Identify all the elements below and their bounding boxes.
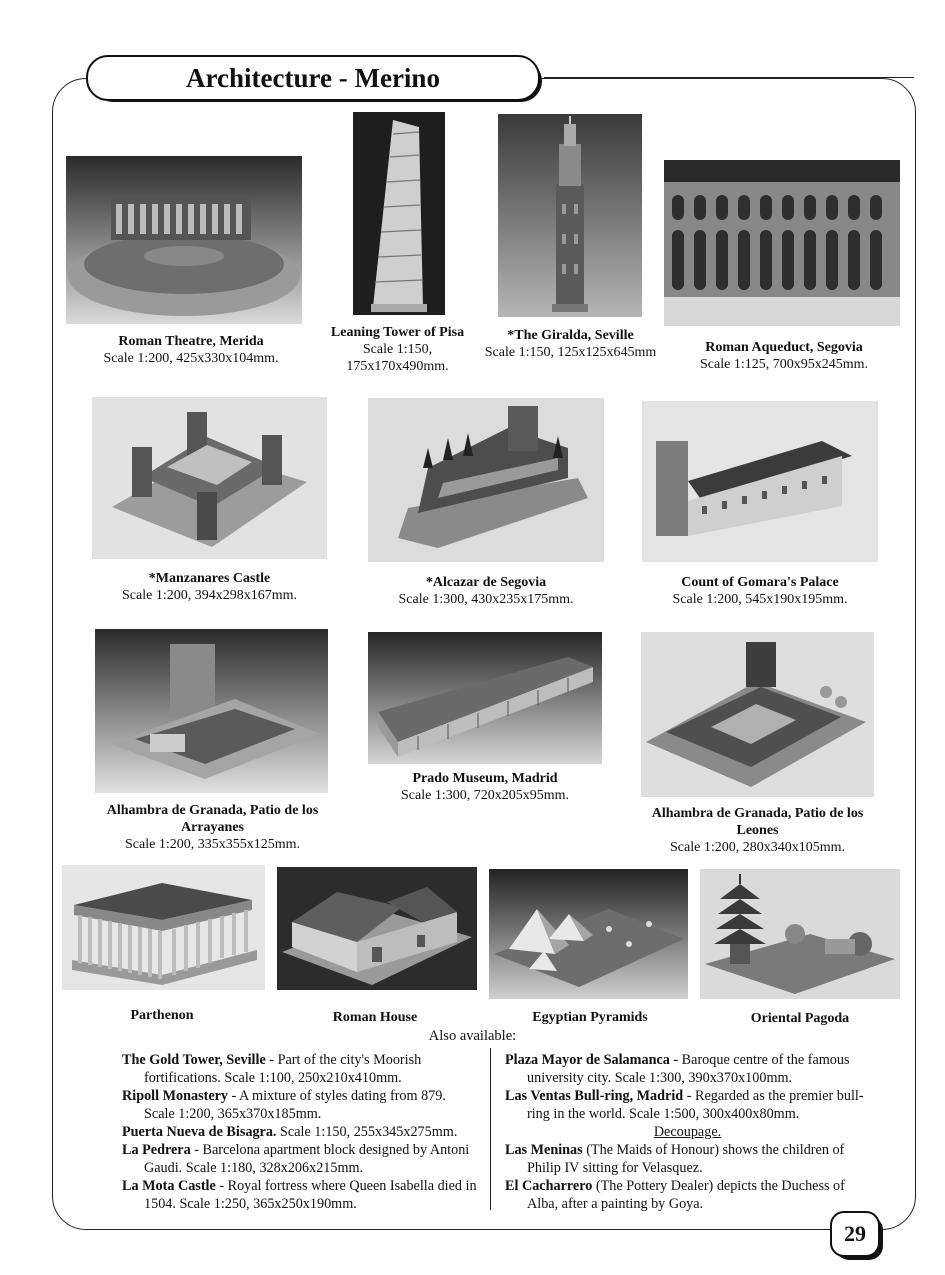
parthenon-photo	[62, 865, 265, 990]
list-item: El Cacharrero (The Pottery Dealer) depicts the Duchess of Alba, after a painting by Goya.	[505, 1178, 845, 1212]
also-available-left-column	[122, 1051, 478, 1213]
list-item: Ripoll Monastery - A mixture of styles dating from 879. Scale 1:200, 365x370x185mm.	[122, 1088, 446, 1122]
list-item: Puerta Nueva de Bisagra. Scale 1:150, 255x345x275mm.	[122, 1124, 458, 1140]
roman-house-photo	[277, 867, 477, 990]
caption-pyramids: Egyptian Pyramids	[532, 1010, 648, 1025]
caption-parthenon: Parthenon	[130, 1008, 194, 1023]
list-item: Plaza Mayor de Salamanca - Baroque centre of the famous university city. Scale 1:300, 390x370x100mm.	[505, 1052, 850, 1086]
prado-photo	[368, 632, 602, 764]
caption-prado: Prado Museum, Madrid Scale 1:300, 720x205x95mm.	[401, 771, 569, 803]
title-rule	[544, 77, 914, 78]
also-available-right-column	[505, 1051, 870, 1213]
pyramids-photo	[489, 869, 688, 999]
page-number-badge	[830, 1211, 884, 1261]
caption-giralda: *The Giralda, Seville Scale 1:150, 125x125x645mm	[484, 328, 657, 360]
roman-theatre-photo	[66, 156, 302, 324]
caption-alhambra-leones: Alhambra de Granada, Patio de los Leones Scale 1:200, 280x340x105mm.	[651, 806, 864, 855]
list-item: Las Meninas (The Maids of Honour) shows the children of Philip IV sitting for Velasquez.	[505, 1142, 845, 1176]
alcazar-photo	[368, 398, 604, 562]
caption-alhambra-arrayanes: Alhambra de Granada, Patio de los Arrayanes Scale 1:200, 335x355x125mm.	[106, 803, 319, 852]
caption-manzanares: *Manzanares Castle Scale 1:200, 394x298x167mm.	[122, 571, 297, 603]
title-banner	[86, 55, 542, 101]
aqueduct-photo	[664, 160, 900, 326]
page-number: 29	[830, 1211, 880, 1257]
caption-aqueduct: Roman Aqueduct, Segovia Scale 1:125, 700x95x245mm.	[700, 340, 868, 372]
list-item: La Pedrera - Barcelona apartment block designed by Antoni Gaudi. Scale 1:180, 328x206x215mm.	[122, 1142, 470, 1176]
caption-pisa: Leaning Tower of Pisa Scale 1:150, 175x170x490mm.	[330, 325, 465, 374]
pisa-photo	[353, 112, 445, 315]
decoupage-heading: Decoupage.	[653, 1124, 722, 1140]
caption-gomara: Count of Gomara's Palace Scale 1:200, 545x190x195mm.	[672, 575, 848, 607]
page-title: Architecture - Merino	[86, 55, 540, 101]
caption-pagoda: Oriental Pagoda	[750, 1011, 850, 1026]
list-item: Las Ventas Bull-ring, Madrid - Regarded as the premier bull-ring in the world. Scale 1:500, 300x400x80mm.	[505, 1088, 864, 1122]
giralda-photo	[498, 114, 642, 317]
alhambra-leones-photo	[641, 632, 874, 797]
pagoda-photo	[700, 869, 900, 999]
manzanares-photo	[92, 397, 327, 559]
column-divider	[490, 1048, 491, 1210]
also-available-heading: Also available:	[428, 1028, 517, 1044]
caption-roman-theatre: Roman Theatre, Merida Scale 1:200, 425x330x104mm.	[103, 334, 279, 366]
list-item: La Mota Castle - Royal fortress where Queen Isabella died in 1504. Scale 1:250, 365x250x190mm.	[122, 1178, 477, 1212]
caption-roman-house: Roman House	[332, 1010, 418, 1025]
caption-alcazar: *Alcazar de Segovia Scale 1:300, 430x235x175mm.	[398, 575, 574, 607]
gomara-photo	[642, 401, 878, 562]
alhambra-arrayanes-photo	[95, 629, 328, 793]
list-item: The Gold Tower, Seville - Part of the city's Moorish fortifications. Scale 1:100, 250x210x410mm.	[122, 1052, 422, 1086]
